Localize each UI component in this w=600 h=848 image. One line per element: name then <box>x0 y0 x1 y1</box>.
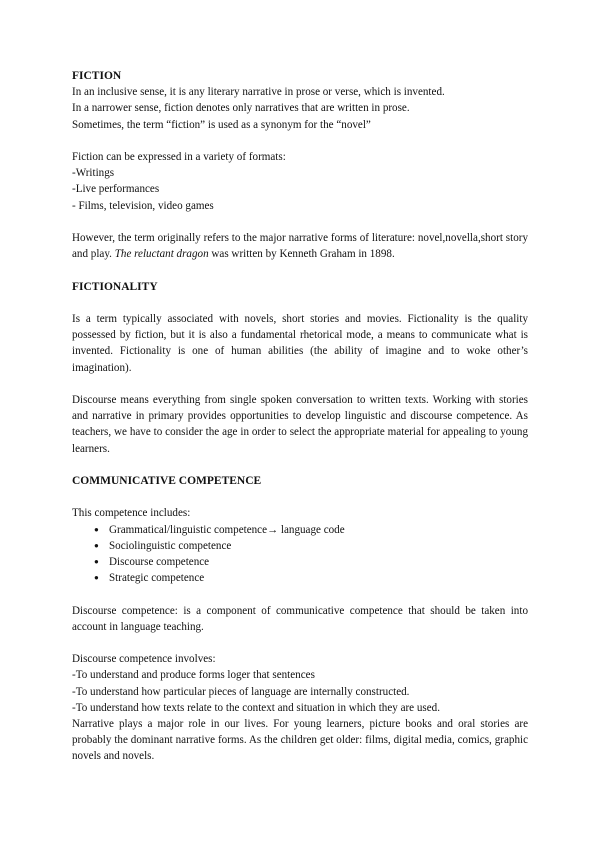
fiction-line: In an inclusive sense, it is any literary narrative in prose or verse, which is invented. <box>72 86 445 99</box>
fictionality-paragraph: Is a term typically associated with novels, short stories and movies. Fictionality is the quality possessed by fiction, but it is also a fundamental rhetorical mode, a means to communicate what is invented. Fictionality is one of human abilities (the ability of imagine and to woke other’s imagination). <box>72 312 528 374</box>
involves-item: -To understand how particular pieces of language are internally constructed. <box>72 685 410 698</box>
however-text: However, the term originally refers to the major narrative forms of literature: novel,novella,short story and play. <box>72 232 528 261</box>
however-paragraph <box>72 230 528 262</box>
fiction-line: In a narrower sense, fiction denotes only narratives that are written in prose. <box>72 102 410 115</box>
communicative-heading: COMMUNICATIVE COMPETENCE <box>72 474 262 487</box>
involves-item: -To understand how texts relate to the context and situation in which they are used. <box>72 701 440 714</box>
fictionality-heading: FICTIONALITY <box>72 280 158 293</box>
format-item: - Films, television, video games <box>72 199 214 212</box>
fiction-heading: FICTION <box>72 70 122 82</box>
however-text-end: was written by Kenneth Graham in 1898. <box>211 248 395 261</box>
book-title: The reluctant dragon <box>114 248 209 261</box>
format-item: -Writings <box>72 167 115 180</box>
list-item: ● Grammatical/linguistic competence→ language code <box>94 522 528 538</box>
involves-item: -To understand and produce forms loger that sentences <box>72 669 315 682</box>
list-item: ● Strategic competence <box>94 570 528 586</box>
competence-list <box>72 522 528 587</box>
format-item: -Live performances <box>72 183 160 196</box>
fiction-line: Sometimes, the term “fiction” is used as a synonym for the “novel” <box>72 118 371 131</box>
list-item: ● Discourse competence <box>94 554 528 570</box>
involves-intro: Discourse competence involves: <box>72 653 216 666</box>
narrative-paragraph: Narrative plays a major role in our lives. For young learners, picture books and oral stories are probably the dominant narrative forms. As the children get older: films, digital media, comics, graphic novels and novels. <box>72 717 528 763</box>
competence-intro: This competence includes: <box>72 507 191 520</box>
discourse-definition: Discourse competence: is a component of communicative competence that should be taken into account in language teaching. <box>72 604 528 633</box>
formats-intro: Fiction can be expressed in a variety of formats: <box>72 151 286 163</box>
list-item: ● Sociolinguistic competence <box>94 538 528 554</box>
discourse-paragraph: Discourse means everything from single spoken conversation to written texts. Working with stories and narrative in primary provides opportunities to develop linguistic and discourse competence. As teachers, we have to consider the age in order to select the appropriate material for appealing to young learners. <box>72 393 528 455</box>
